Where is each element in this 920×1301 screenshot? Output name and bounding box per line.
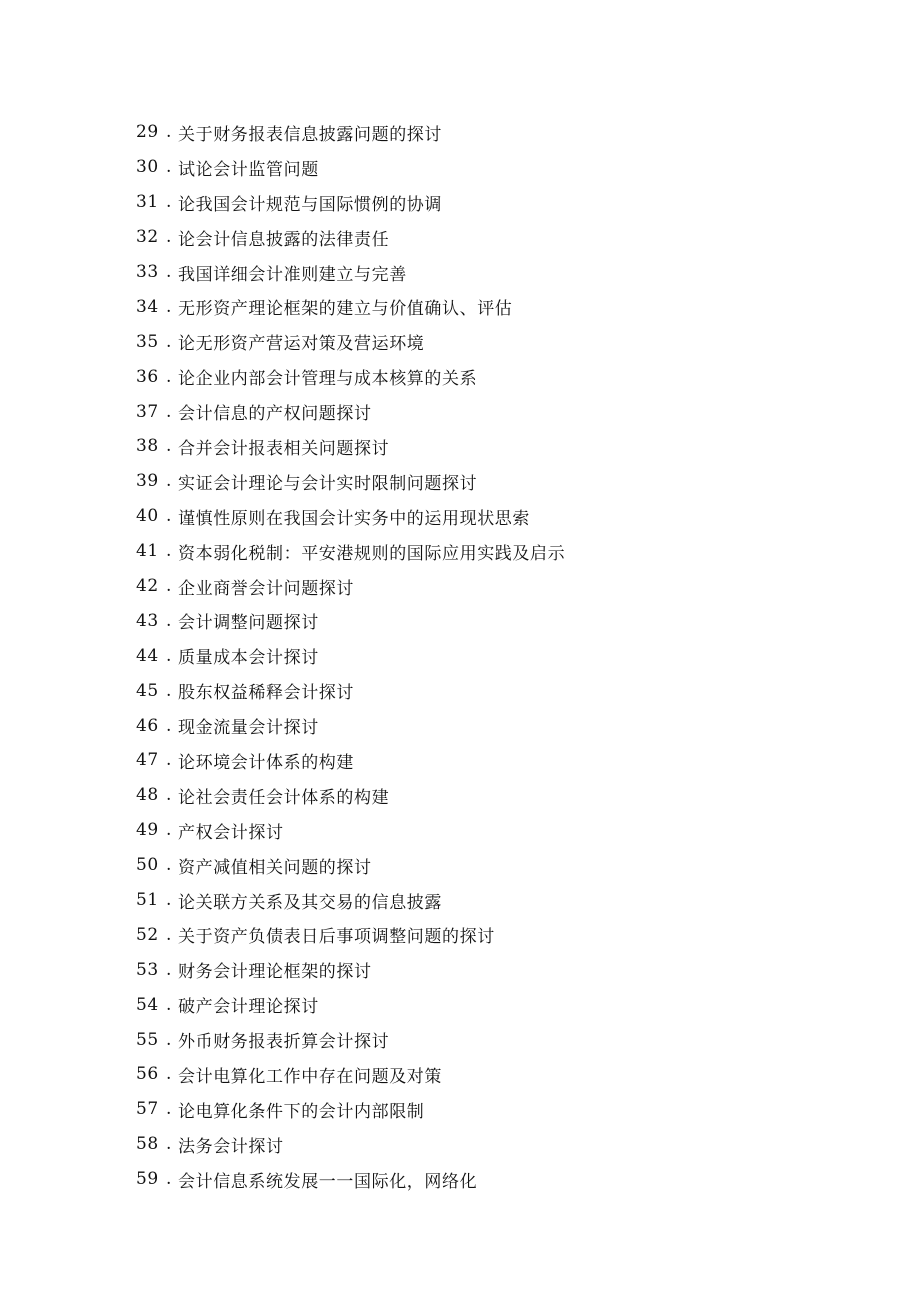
topic-title: 外币财务报表折算会计探讨 (178, 1032, 390, 1053)
topic-number: 43 (136, 610, 159, 631)
topic-number: 57 (136, 1099, 159, 1120)
topic-title: 股东权益稀释会计探讨 (178, 683, 354, 704)
list-item (136, 1022, 565, 1057)
topic-number: 48 (136, 785, 159, 806)
topic-separator: . (166, 296, 172, 317)
list-item (136, 289, 565, 324)
topic-title: 现金流量会计探讨 (178, 718, 319, 739)
topic-number: 39 (136, 471, 159, 492)
topic-separator: . (166, 331, 172, 352)
list-item (136, 603, 565, 638)
topic-number: 55 (136, 1029, 159, 1050)
topic-separator: . (166, 750, 172, 771)
list-item (136, 778, 565, 813)
topic-number: 36 (136, 366, 159, 387)
list-item (136, 708, 565, 743)
topic-separator: . (166, 959, 172, 980)
topic-separator: . (166, 1029, 172, 1050)
list-item (136, 1162, 565, 1197)
topic-number: 46 (136, 715, 159, 736)
topic-separator: . (166, 506, 172, 527)
topic-separator: . (166, 541, 172, 562)
topic-title: 会计电算化工作中存在问题及对策 (178, 1066, 442, 1087)
topic-separator: . (166, 820, 172, 841)
topic-number: 31 (136, 192, 159, 213)
topic-title: 财务会计理论框架的探讨 (178, 962, 372, 983)
topic-number: 53 (136, 959, 159, 980)
topic-separator: . (166, 994, 172, 1015)
topic-separator: . (166, 366, 172, 387)
topic-title: 论会计信息披露的法律责任 (178, 229, 390, 250)
topic-separator: . (166, 576, 172, 597)
topic-separator: . (166, 227, 172, 248)
topic-separator: . (166, 1099, 172, 1120)
topic-title: 关于财务报表信息披露问题的探讨 (178, 124, 442, 145)
topic-title: 论无形资产营运对策及营运环境 (178, 334, 425, 355)
topic-separator: . (166, 610, 172, 631)
list-item (136, 673, 565, 708)
topic-number: 58 (136, 1134, 159, 1155)
topic-list (136, 115, 565, 1197)
topic-separator: . (166, 1134, 172, 1155)
topic-number: 50 (136, 855, 159, 876)
topic-number: 29 (136, 122, 159, 143)
topic-number: 54 (136, 994, 159, 1015)
topic-separator: . (166, 680, 172, 701)
topic-number: 40 (136, 506, 159, 527)
topic-number: 32 (136, 227, 159, 248)
list-item (136, 499, 565, 534)
list-item (136, 952, 565, 987)
topic-separator: . (166, 855, 172, 876)
topic-title: 论环境会计体系的构建 (178, 752, 354, 773)
topic-title: 无形资产理论框架的建立与价值确认、评估 (178, 299, 513, 320)
list-item (136, 150, 565, 185)
topic-title: 法务会计探讨 (178, 1136, 284, 1157)
list-item (136, 917, 565, 952)
list-item (136, 115, 565, 150)
list-item (136, 185, 565, 220)
topic-title: 合并会计报表相关问题探讨 (178, 438, 390, 459)
list-item (136, 569, 565, 604)
topic-title: 关于资产负债表日后事项调整问题的探讨 (178, 927, 495, 948)
list-item (136, 464, 565, 499)
list-item (136, 1127, 565, 1162)
topic-separator: . (166, 122, 172, 143)
list-item (136, 534, 565, 569)
topic-title: 谨慎性原则在我国会计实务中的运用现状思索 (178, 508, 530, 529)
topic-number: 34 (136, 296, 159, 317)
topic-title: 试论会计监管问题 (178, 159, 319, 180)
topic-title: 产权会计探讨 (178, 822, 284, 843)
topic-title: 我国详细会计准则建立与完善 (178, 264, 407, 285)
list-item (136, 883, 565, 918)
topic-title: 企业商誉会计问题探讨 (178, 578, 354, 599)
topic-separator: . (166, 924, 172, 945)
list-item (136, 324, 565, 359)
topic-number: 41 (136, 541, 159, 562)
topic-title: 会计调整问题探讨 (178, 613, 319, 634)
topic-number: 38 (136, 436, 159, 457)
topic-title: 论我国会计规范与国际惯例的协调 (178, 194, 442, 215)
topic-title: 实证会计理论与会计实时限制问题探讨 (178, 473, 478, 494)
list-item (136, 1092, 565, 1127)
topic-number: 35 (136, 331, 159, 352)
topic-separator: . (166, 890, 172, 911)
topic-title: 会计信息的产权问题探讨 (178, 404, 372, 425)
topic-number: 30 (136, 157, 159, 178)
topic-title: 论社会责任会计体系的构建 (178, 787, 390, 808)
topic-separator: . (166, 471, 172, 492)
topic-separator: . (166, 157, 172, 178)
topic-separator: . (166, 1169, 172, 1190)
list-item (136, 255, 565, 290)
list-item (136, 359, 565, 394)
topic-title: 资本弱化税制：平安港规则的国际应用实践及启示 (178, 543, 566, 564)
list-item (136, 1057, 565, 1092)
list-item (136, 638, 565, 673)
topic-number: 45 (136, 680, 159, 701)
topic-title: 会计信息系统发展一一国际化，网络化 (178, 1171, 478, 1192)
topic-number: 44 (136, 645, 159, 666)
list-item (136, 394, 565, 429)
topic-number: 42 (136, 576, 159, 597)
topic-number: 56 (136, 1064, 159, 1085)
list-item (136, 743, 565, 778)
list-item (136, 813, 565, 848)
topic-separator: . (166, 645, 172, 666)
list-item (136, 429, 565, 464)
list-item (136, 987, 565, 1022)
topic-separator: . (166, 401, 172, 422)
list-item (136, 220, 565, 255)
topic-number: 52 (136, 924, 159, 945)
topic-number: 33 (136, 262, 159, 282)
topic-separator: . (166, 785, 172, 806)
topic-number: 47 (136, 750, 159, 771)
topic-separator: . (166, 436, 172, 457)
topic-number: 51 (136, 890, 159, 911)
topic-separator: . (166, 715, 172, 736)
topic-title: 论关联方关系及其交易的信息披露 (178, 892, 442, 913)
topic-number: 49 (136, 820, 159, 841)
topic-separator: . (166, 1064, 172, 1085)
topic-title: 质量成本会计探讨 (178, 648, 319, 669)
list-item (136, 848, 565, 883)
topic-title: 论电算化条件下的会计内部限制 (178, 1101, 425, 1122)
topic-separator: . (166, 192, 172, 213)
topic-separator: . (166, 262, 172, 282)
topic-title: 论企业内部会计管理与成本核算的关系 (178, 369, 478, 390)
topic-number: 59 (136, 1169, 159, 1190)
topic-title: 破产会计理论探讨 (178, 997, 319, 1018)
topic-number: 37 (136, 401, 159, 422)
topic-title: 资产减值相关问题的探讨 (178, 857, 372, 878)
